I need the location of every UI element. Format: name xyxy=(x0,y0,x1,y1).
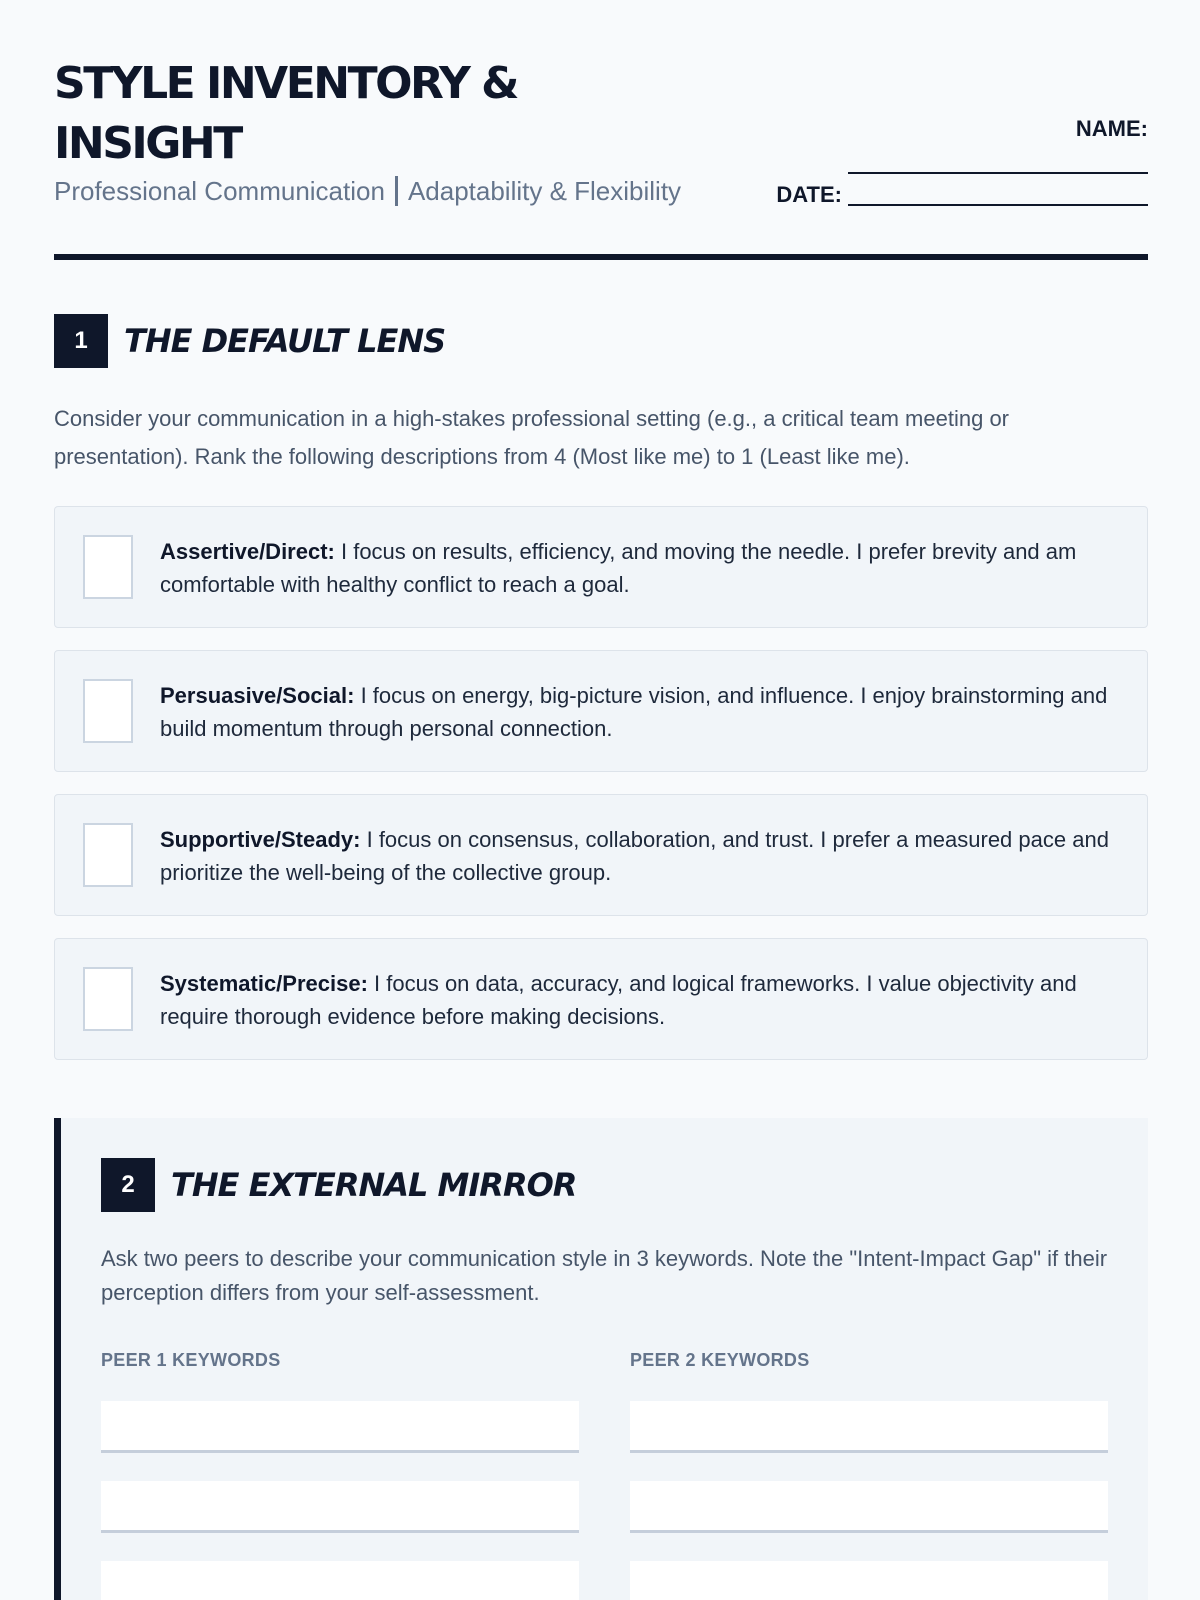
peer2-keyword-field[interactable] xyxy=(630,1401,1108,1453)
section-title: THE EXTERNAL MIRROR xyxy=(171,1166,577,1204)
name-field[interactable] xyxy=(848,172,1148,174)
option-description xyxy=(160,679,1117,745)
peer2-keyword-field[interactable] xyxy=(630,1481,1108,1533)
option-label: Systematic/Precise: xyxy=(160,971,368,996)
name-label: NAME: xyxy=(1075,116,1148,141)
option-label: Assertive/Direct: xyxy=(160,539,335,564)
option-card-supportive xyxy=(54,794,1148,916)
section-content xyxy=(101,1158,1108,1600)
rank-input-box[interactable] xyxy=(83,535,133,599)
header-divider xyxy=(54,254,1148,260)
section-external-mirror xyxy=(54,1118,1148,1600)
peer2-column xyxy=(630,1350,1108,1600)
subtitle-left: Professional Communication xyxy=(54,176,385,206)
header xyxy=(54,0,1148,262)
rank-input-box[interactable] xyxy=(83,967,133,1031)
section-instructions: Consider your communication in a high-stakes professional setting (e.g., a critical team meeting or presentation). Rank the following descriptions from 4 (Most like me) to 1 (Least like me). xyxy=(54,406,1010,469)
option-card-persuasive xyxy=(54,650,1148,772)
worksheet-page xyxy=(54,0,1148,1370)
rank-input-box[interactable] xyxy=(83,823,133,887)
peer2-label: PEER 2 KEYWORDS xyxy=(630,1350,810,1370)
option-description xyxy=(160,535,1117,601)
peer-keywords xyxy=(101,1350,1108,1600)
option-card-assertive xyxy=(54,506,1148,628)
option-text: I focus on results, efficiency, and moving the needle. I prefer brevity and am comfortable with healthy conflict to reach a goal. xyxy=(160,539,1077,597)
section-number: 1 xyxy=(54,314,108,368)
peer2-keyword-field[interactable] xyxy=(630,1561,1108,1600)
option-text: I focus on energy, big-picture vision, and influence. I enjoy brainstorming and build momentum through personal connection. xyxy=(160,683,1108,741)
option-description xyxy=(160,967,1117,1033)
ranking-options xyxy=(54,506,1148,1060)
section-title: THE DEFAULT LENS xyxy=(124,322,446,360)
name-row xyxy=(1076,116,1148,142)
subtitle xyxy=(54,176,681,207)
option-card-systematic xyxy=(54,938,1148,1060)
date-field[interactable] xyxy=(848,204,1148,206)
option-text: I focus on consensus, collaboration, and trust. I prefer a measured pace and prioritize the well-being of the collective group. xyxy=(160,827,1109,885)
peer1-keyword-field[interactable] xyxy=(101,1481,579,1533)
peer1-keyword-field[interactable] xyxy=(101,1401,579,1453)
subtitle-right: Adaptability & Flexibility xyxy=(407,176,682,206)
section-default-lens xyxy=(54,314,1148,1082)
section-instructions: Ask two peers to describe your communication style in 3 keywords. Note the "Intent-Impact Gap" if their perception differs from your self-assessment. xyxy=(101,1246,1108,1305)
section-heading xyxy=(101,1158,1108,1212)
option-label: Supportive/Steady: xyxy=(160,827,361,852)
peer1-keyword-field[interactable] xyxy=(101,1561,579,1600)
peer1-label: PEER 1 KEYWORDS xyxy=(101,1350,281,1370)
option-description xyxy=(160,823,1117,889)
option-text: I focus on data, accuracy, and logical frameworks. I value objectivity and require thorough evidence before making decisions. xyxy=(160,971,1077,1029)
section-heading xyxy=(54,314,1148,368)
page-title: STYLE INVENTORY & INSIGHT xyxy=(54,58,518,169)
option-label: Persuasive/Social: xyxy=(160,683,355,708)
rank-input-box[interactable] xyxy=(83,679,133,743)
date-label: DATE: xyxy=(776,182,842,207)
date-row xyxy=(776,182,1148,208)
section-number: 2 xyxy=(101,1158,155,1212)
peer1-column xyxy=(101,1350,579,1600)
subtitle-divider xyxy=(395,176,398,206)
